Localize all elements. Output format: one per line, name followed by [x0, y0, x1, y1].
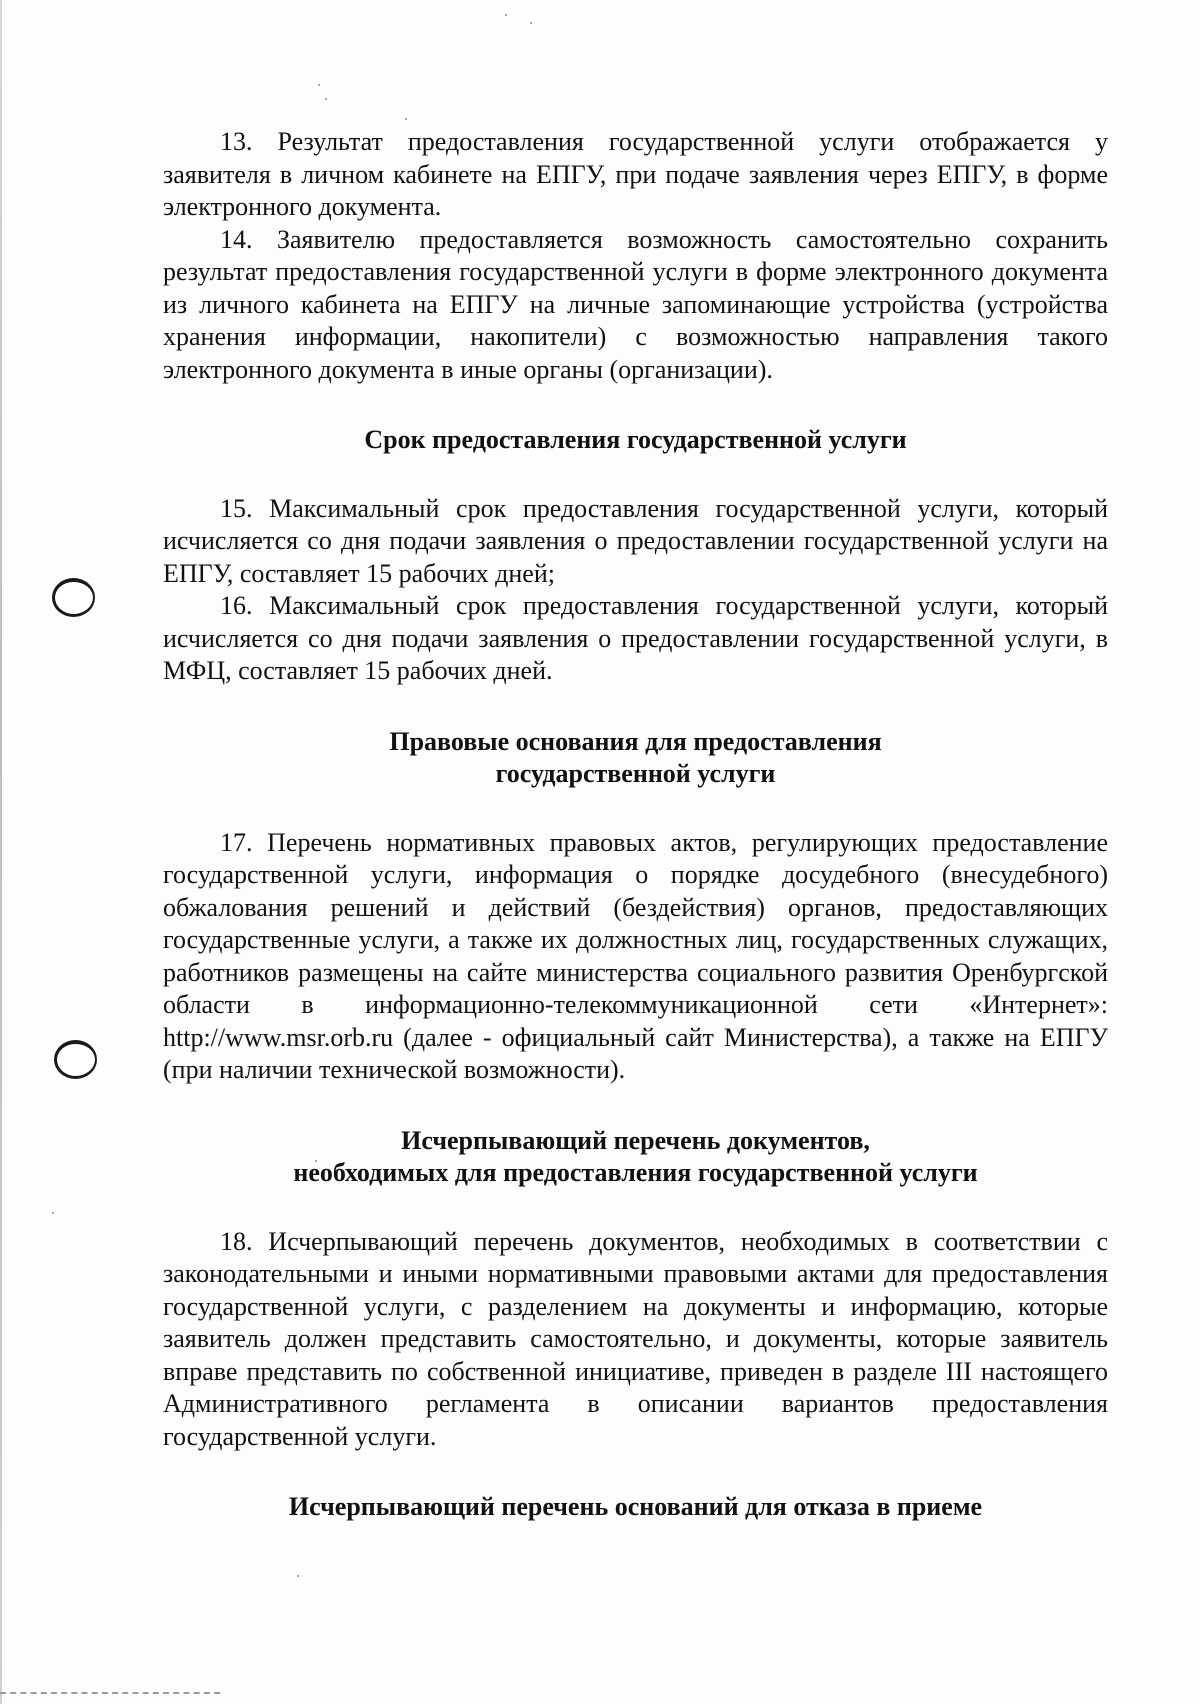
scan-bottom-marks — [0, 1692, 220, 1696]
scan-speck — [505, 14, 507, 16]
scan-speck — [325, 98, 327, 100]
heading-pravo-line2: государственной услуги — [495, 759, 776, 788]
heading-srok: Срок предоставления государственной услуги — [364, 425, 907, 454]
heading-pravo-line1: Правовые основания для предоставления — [389, 726, 882, 756]
scan-speck — [530, 22, 532, 24]
paragraph-17: 17. Перечень нормативных правовых актов, регулирующих предоставление государственной услуги, информация о порядке досудебного (внесудебного) обжалования решений и действий (бездействия) органов, предоставляющих государственные услуги, а также их должностных лиц, государственных служащих, работников размещены на сайте министерства социального развития Оренбургской области в информационно-телекоммуникационной сети «Интернет»: http://www.msr.orb.ru (далее - официальный сайт Министерства), а также на ЕПГУ (при наличии технической возможности). — [163, 827, 1108, 1084]
paragraph-14: 14. Заявителю предоставляется возможность самостоятельно сохранить результат предоставления государственной услуги в форме электронного документа из личного кабинета на ЕПГУ на личные запоминающие устройства (устройства хранения информации, накопители) с возможностью направления такого электронного документа в иные органы (организации). — [163, 224, 1108, 384]
heading-docs-line2: необходимых для предоставления государственной услуги — [293, 1158, 978, 1187]
scan-speck — [52, 1212, 54, 1214]
document-body — [163, 126, 1108, 1524]
scan-speck — [297, 1575, 299, 1577]
heading-docs-line1: Исчерпывающий перечень документов, — [401, 1125, 870, 1155]
heading-otkaz: Исчерпывающий перечень оснований для отказа в приеме — [288, 1492, 983, 1521]
paragraph-16: 16. Максимальный срок предоставления государственной услуги, который исчисляется со дня подачи заявления о предоставлении государственной услуги, в МФЦ, составляет 15 рабочих дней. — [163, 591, 1108, 685]
scan-speck — [318, 84, 320, 86]
scan-edge-line — [0, 0, 2, 1704]
punch-hole-icon — [52, 578, 95, 617]
punch-hole-icon — [54, 1040, 97, 1079]
scan-speck — [405, 118, 407, 120]
paragraph-18: 18. Исчерпывающий перечень документов, необходимых в соответствии с законодательными и иными нормативными правовыми актами для предоставления государственной услуги, с разделением на документы и информацию, которые заявитель должен представить самостоятельно, и документы, которые заявитель вправе представить по собственной инициативе, приведен в разделе III настоящего Административного регламента в описании вариантов предоставления государственной услуги. — [163, 1226, 1108, 1451]
paragraph-15: 15. Максимальный срок предоставления государственной услуги, который исчисляется со дня подачи заявления о предоставлении государственной услуги на ЕПГУ, составляет 15 рабочих дней; — [163, 493, 1108, 588]
paragraph-13: 13. Результат предоставления государственной услуги отображается у заявителя в личном кабинете на ЕПГУ, при подаче заявления через ЕПГУ, в форме электронного документа. — [163, 127, 1108, 221]
